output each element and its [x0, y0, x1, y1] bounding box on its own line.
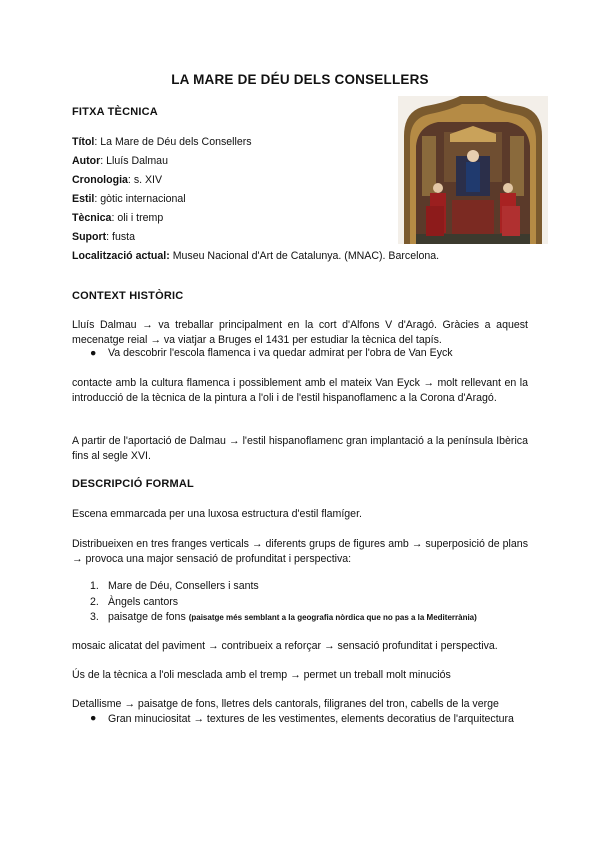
fitxa-value: La Mare de Déu dels Consellers [100, 136, 252, 148]
context-heading: CONTEXT HISTÒRIC [72, 290, 184, 302]
fitxa-label: Localització actual: [72, 250, 170, 262]
fitxa-value: Lluís Dalmau [106, 155, 168, 167]
fitxa-row-suport: Suport: fusta [72, 231, 135, 243]
fitxa-label: Estil [72, 193, 95, 205]
list-item: ● Gran minuciositat → textures de les vestimentes, elements decoratius de l'arquitectura [90, 712, 514, 725]
fitxa-label: Cronologia [72, 174, 128, 186]
page-title: LA MARE DE DÉU DELS CONSELLERS [171, 72, 429, 87]
descripcio-paragraph-2: Distribueixen en tres franges verticals → diferents grups de figures amb → superposició de plans → provoca una major sensació de profunditat i perspectiva: [72, 538, 528, 565]
fitxa-label: Títol [72, 136, 95, 148]
context-paragraph-1: Lluís Dalmau → va treballar principalment en la cort d'Alfons V d'Aragó. Gràcies a aquest mecenatge reial → va viatjar a Bruges el 1431 per estudiar la tècnica del tapís. [72, 319, 528, 346]
fitxa-value: gòtic internacional [100, 193, 186, 205]
fitxa-row-titol: Títol: La Mare de Déu dels Consellers [72, 136, 252, 148]
fitxa-row-tecnica: Tècnica: oli i tremp [72, 212, 164, 224]
list-note: (paisatge més semblant a la geografia nòrdica que no pas a la Mediterrània) [188, 613, 477, 622]
fitxa-row-estil: Estil: gòtic internacional [72, 193, 186, 205]
bullet-icon: ● [90, 347, 97, 359]
fitxa-label: Suport [72, 231, 107, 243]
fitxa-value: s. XIV [133, 174, 163, 186]
descripcio-paragraph-1: Escena emmarcada per una luxosa estructura d'estil flamíger. [72, 508, 362, 520]
bullet-icon: ● [90, 712, 97, 724]
descripcio-paragraph-5: Detallisme → paisatge de fons, lletres dels cantorals, filigranes del tron, cabells de la verge [72, 698, 499, 710]
fitxa-row-cronologia: Cronologia: s. XIV [72, 174, 163, 186]
list-item: 2. Àngels cantors [90, 596, 179, 608]
list-item: 1. Mare de Déu, Consellers i sants [90, 580, 259, 592]
fitxa-value: oli i tremp [117, 212, 164, 224]
context-paragraph-3: A partir de l'aportació de Dalmau → l'estil hispanoflamenc gran implantació a la península Ibèrica fins al segle XVI. [72, 435, 528, 462]
painting-image [398, 96, 548, 244]
descripcio-paragraph-3: mosaic alicatat del paviment → contribueix a reforçar → sensació profunditat i perspectiva. [72, 640, 498, 652]
fitxa-label: Tècnica [72, 212, 112, 224]
fitxa-row-autor: Autor: Lluís Dalmau [72, 155, 168, 167]
context-paragraph-2: contacte amb la cultura flamenca i possiblement amb el mateix Van Eyck → molt rellevant en la introducció de la tècnica de la pintura a l'oli i de l'estil hispanoflamenc a la Corona d'Aragó. [72, 377, 528, 404]
descripcio-heading: DESCRIPCIÓ FORMAL [72, 478, 194, 490]
fitxa-heading: FITXA TÈCNICA [72, 106, 158, 118]
descripcio-paragraph-4: Ús de la tècnica a l'oli mesclada amb el tremp → permet un treball molt minuciós [72, 669, 451, 681]
fitxa-value: fusta [112, 231, 135, 243]
fitxa-row-localitzacio [72, 250, 439, 262]
list-item: 3. paisatge de fons (paisatge més semblant a la geografia nòrdica que no pas a la Mediterrània) [90, 611, 477, 623]
fitxa-label: Autor [72, 155, 101, 167]
list-item: ● Va descobrir l'escola flamenca i va quedar admirat per l'obra de Van Eyck [90, 347, 453, 359]
fitxa-value: Museu Nacional d'Art de Catalunya. (MNAC). Barcelona. [172, 250, 440, 262]
